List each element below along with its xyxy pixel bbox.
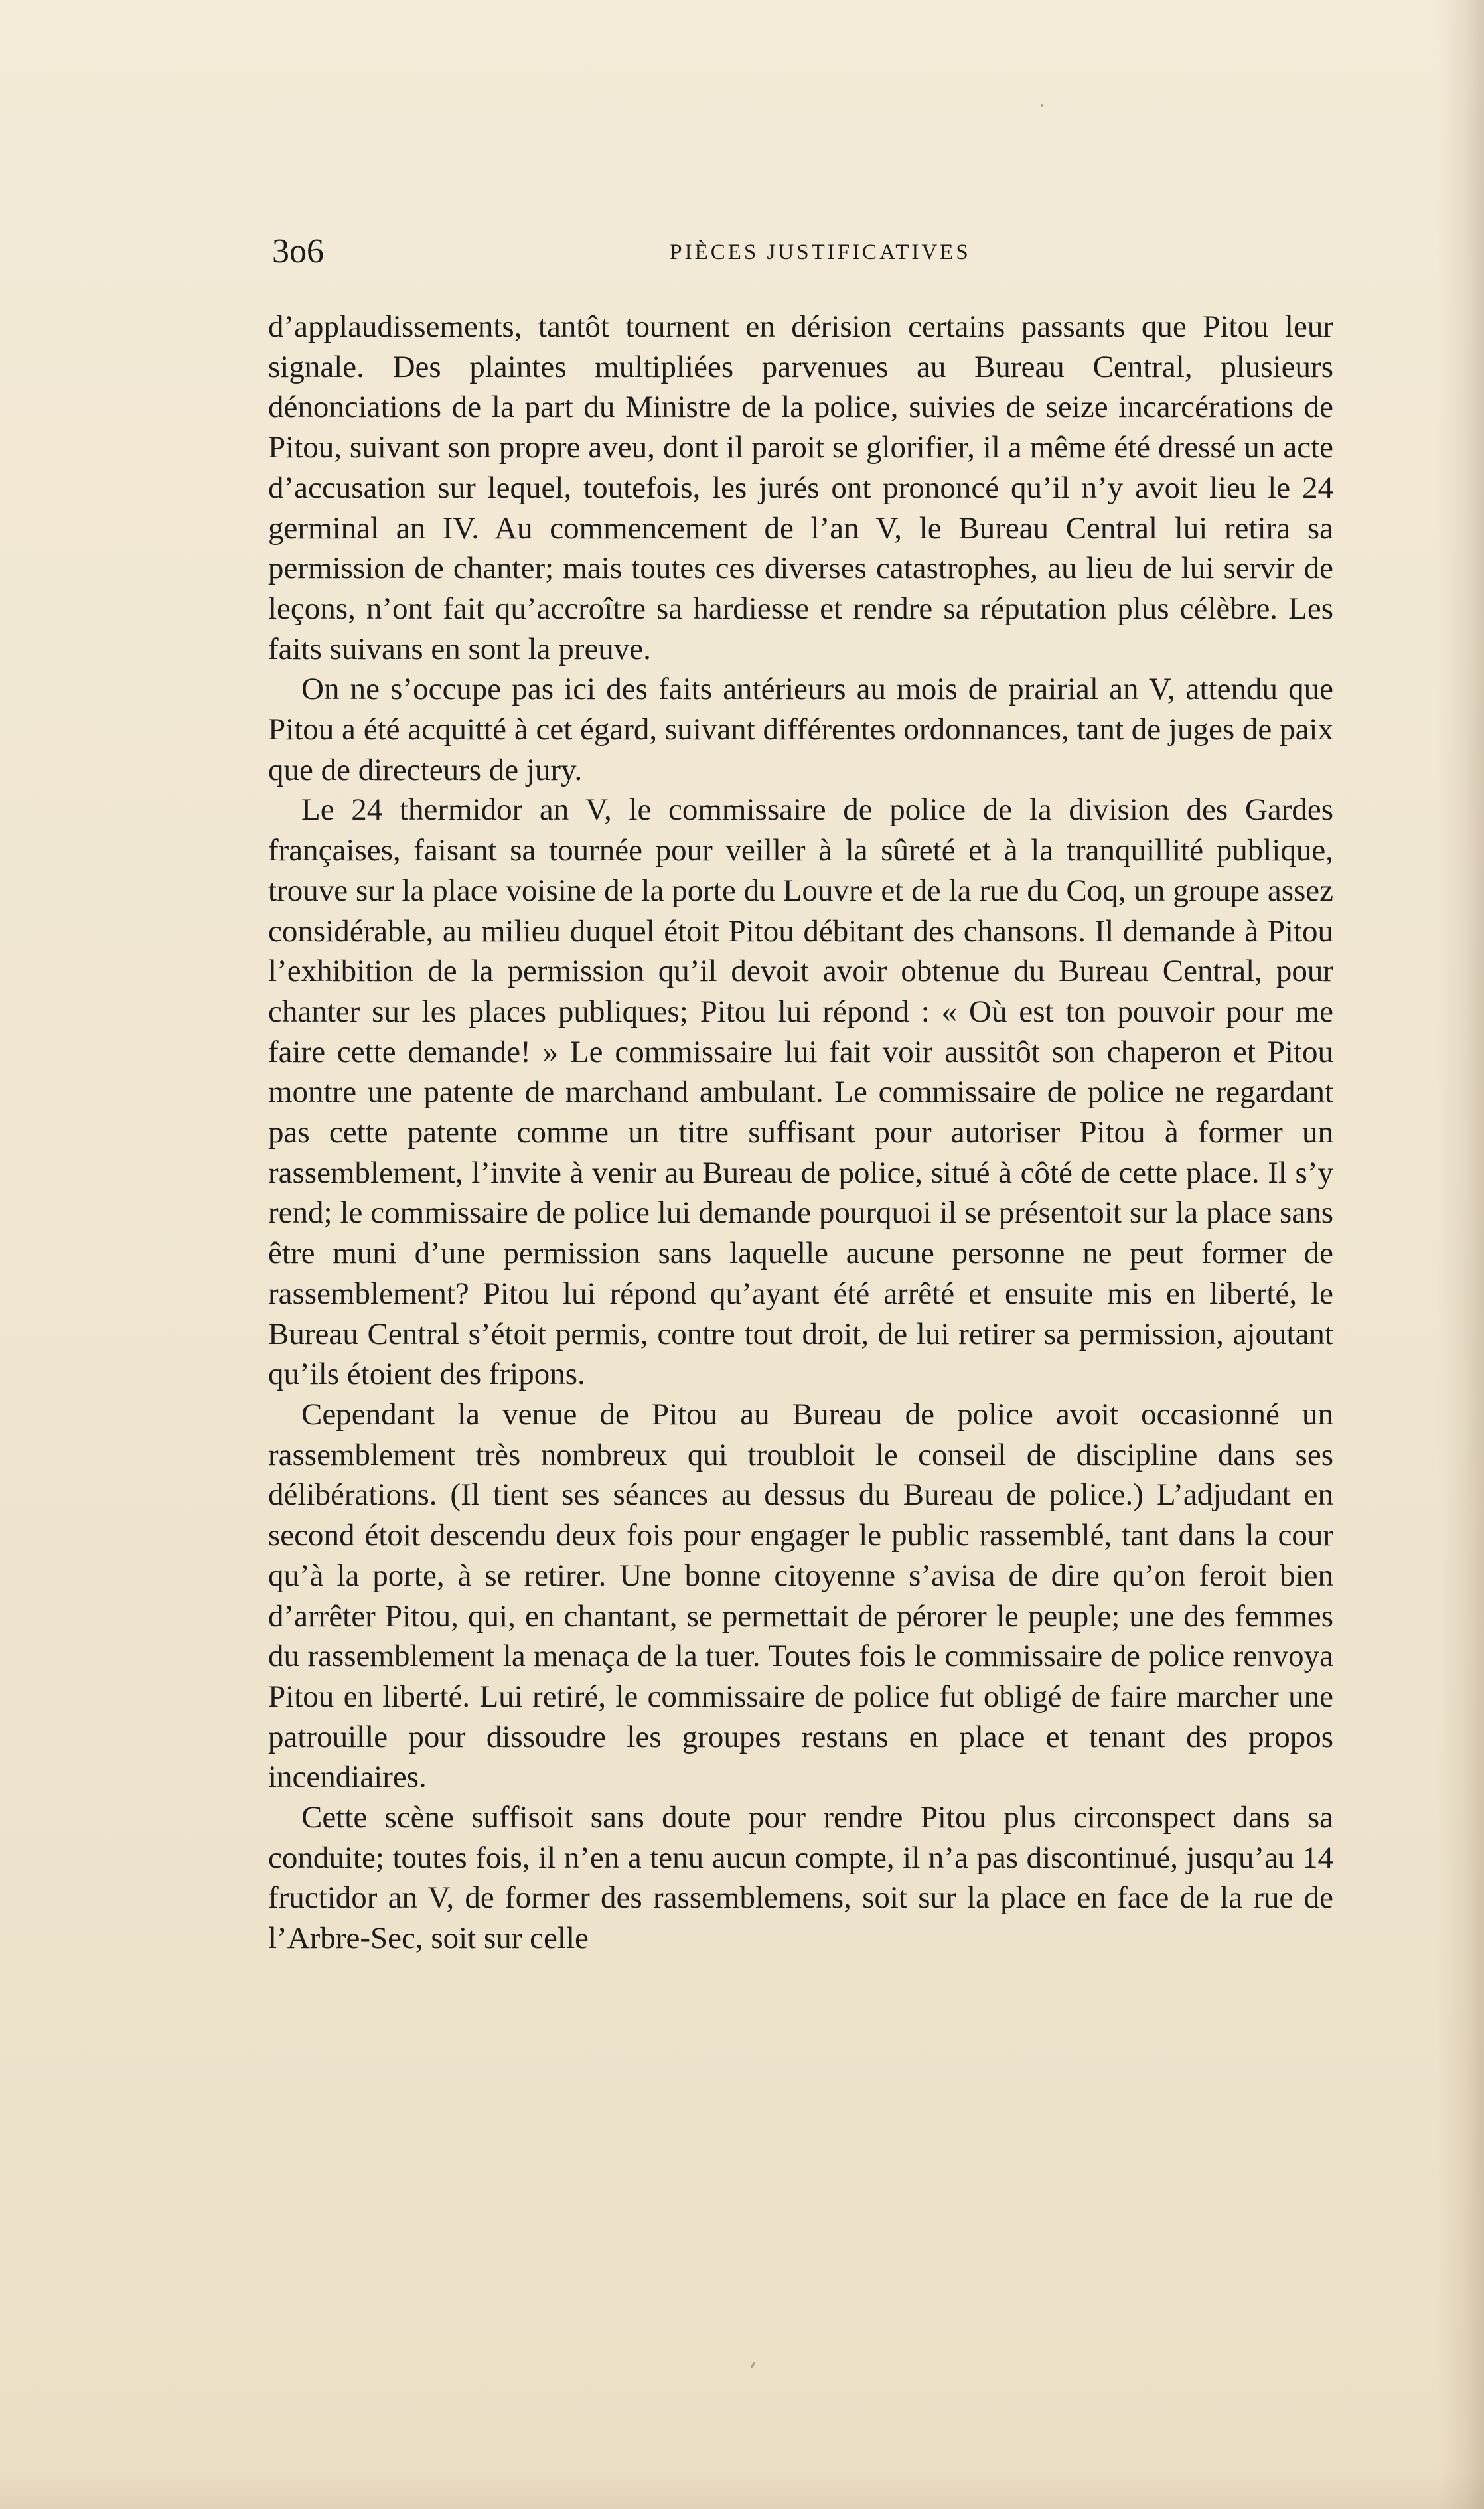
body-text	[268, 307, 1333, 1959]
paragraph-4: Cependant la venue de Pitou au Bureau de police avoit occasionné un rassemblement très nombreux qui troubloit le conseil de discipline dans ses délibérations. (Il tient ses séances au dessus du Bureau de police.) L’adjudant en second étoit descendu deux fois pour engager le public rassemblé, tant dans la cour qu’à la porte, à se retirer. Une bonne citoyenne s’avisa de dire qu’on feroit bien d’arrêter Pitou, qui, en chantant, se permettait de pérorer le peuple; une des femmes du rassemblement la menaça de la tuer. Toutes fois le commissaire de police renvoya Pitou en liberté. Lui retiré, le commissaire de police fut obligé de faire marcher une patrouille pour dissoudre les groupes restans en place et tenant des propos incendiaires.	[268, 1397, 1333, 1795]
page-number: 3o6	[272, 232, 324, 270]
paragraph-1: d’applaudissements, tantôt tournent en dérision certains passants que Pitou leur signale. Des plaintes multipliées parvenues au Bureau Central, plusieurs dénonciations de la part du Ministre de la police, suivies de seize incarcérations de Pitou, suivant son propre aveu, dont il paroit se glorifier, il a même été dressé un acte d’accusation sur lequel, toutefois, les jurés ont prononcé qu’il n’y avoit lieu le 24 germinal an IV. Au commencement de l’an V, le Bureau Central lui retira sa permission de chanter; mais toutes ces diverses catastrophes, au lieu de lui servir de leçons, n’ont fait qu’accroître sa hardiesse et rendre sa réputation plus célèbre. Les faits suivans en sont la preuve.	[268, 309, 1333, 666]
paper-speck	[1041, 104, 1043, 107]
paragraph-3: Le 24 thermidor an V, le commissaire de police de la division des Gardes françaises, faisant sa tournée pour veiller à la sûreté et à la tranquillité publique, trouve sur la place voisine de la porte du Louvre et de la rue du Coq, un groupe assez considérable, au milieu duquel étoit Pitou débitant des chansons. Il demande à Pitou l’exhibition de la permission qu’il devoit avoir obtenue du Bureau Central, pour chanter sur les places publiques; Pitou lui répond : « Où est ton pouvoir pour me faire cette demande! » Le commissaire lui fait voir aussitôt son chaperon et Pitou montre une patente de marchand ambulant. Le commissaire de police ne regardant pas cette patente comme un titre suffisant pour autoriser Pitou à former un rassemblement, l’invite à venir au Bureau de police, situé à côté de cette place. Il s’y rend; le commissaire de police lui demande pourquoi il se présentoit sur la place sans être muni d’une permission sans laquelle aucune personne ne peut former de rassemblement? Pitou lui répond qu’ayant été arrêté et ensuite mis en liberté, le Bureau Central s’étoit permis, contre tout droit, de lui retirer sa permission, ajoutant qu’ils étoient des fripons.	[268, 793, 1333, 1392]
running-head: PIÈCES JUSTIFICATIVES	[670, 240, 971, 264]
paper-speck	[750, 2362, 755, 2368]
paragraph-5: Cette scène suffisoit sans doute pour rendre Pitou plus circonspect dans sa conduite; toutes fois, il n’en a tenu aucun compte, il n’a pas discontinué, jusqu’au 14 fructidor an V, de former des rassemblemens, soit sur la place en face de la rue de l’Arbre-Sec, soit sur celle	[268, 1800, 1333, 1956]
paragraph-2: On ne s’occupe pas ici des faits antérieurs au mois de prairial an V, attendu que Pitou a été acquitté à cet égard, suivant différentes ordonnances, tant de juges de paix que de directeurs de jury.	[268, 672, 1333, 787]
page-header	[272, 228, 1329, 275]
